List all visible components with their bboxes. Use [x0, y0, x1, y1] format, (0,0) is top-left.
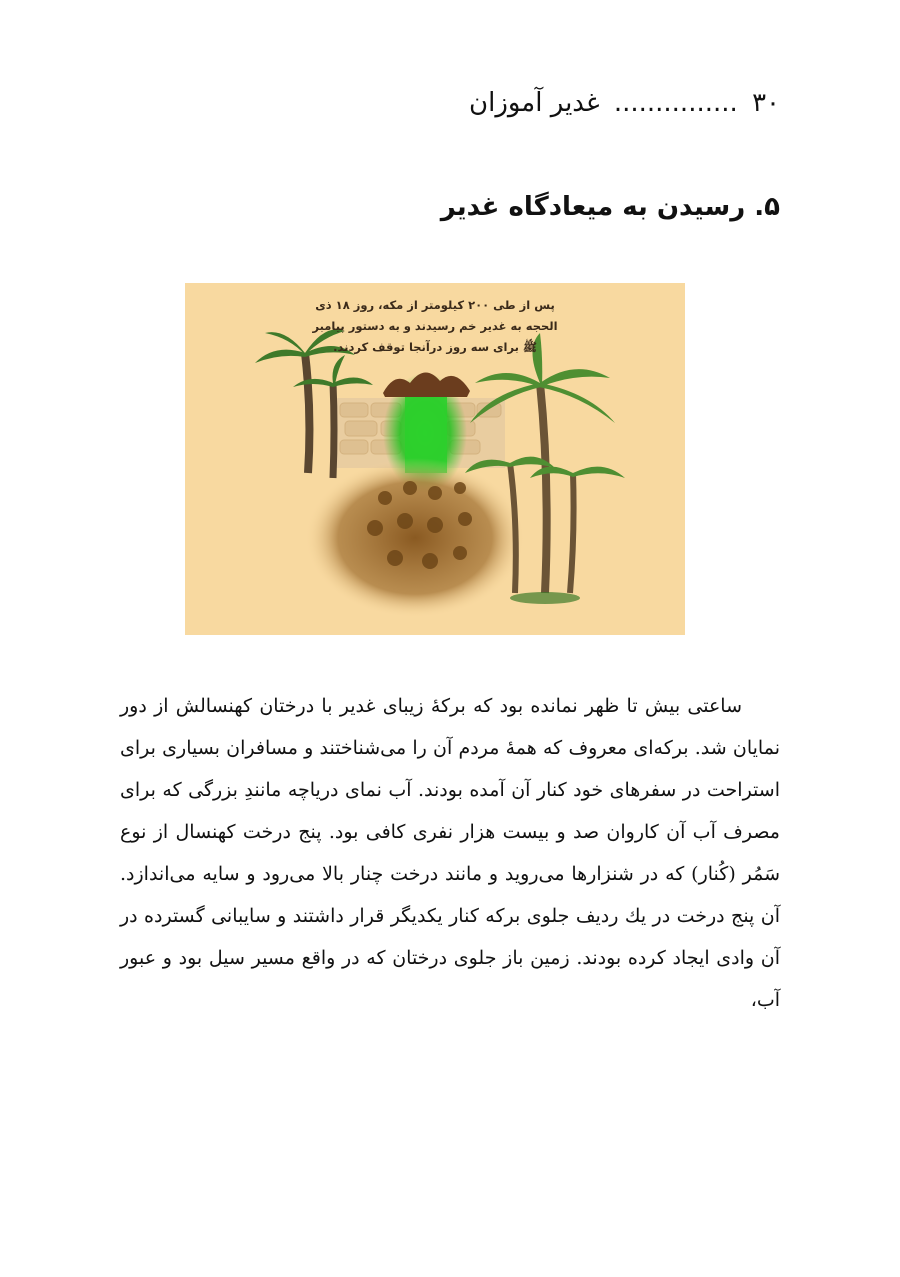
- section-title: ۵. رسیدن به میعادگاه غدیر: [440, 192, 780, 222]
- crowd: [305, 458, 525, 618]
- tent-roof: [383, 372, 470, 397]
- header-dots: ...............: [613, 88, 738, 118]
- paragraph: ساعتی بیش تا ظهر نمانده بود که برکهٔ زیبای غدیر با درختان کهنسالش از دور نمایان شد. برکه‌ای معروف که همهٔ مردم آن را می‌شناختند و مسافران بسیاری برای استراحت در سفرهای خود کنار آن آمده بودند. آب نمای دریاچه مانندِ بزرگی که برای مصرف آب آن کاروان صد و بیست هزار نفری کافی بود. پنج درخت کهنسال از نوع سَمُر (کُنار) که در شنزارها می‌روید و مانند درخت چنار بالا می‌رود و سایه می‌اندازد. آن پنج درخت در یك ردیف جلوی برکه کنار یکدیگر قرار داشتند و سایبانی گسترده در آن وادی ایجاد کرده بودند. زمین باز جلوی درختان که در واقع مسیر سیل بود و عبور آب،: [120, 695, 780, 1011]
- book-title: غدیر آموزان: [469, 88, 600, 118]
- illustration-caption: پس از طی ۲۰۰ کیلومتر از مکه، روز ۱۸ ذی الحجه به غدیر خم رسیدند و به دستور پیامبر ﷺ برای سه روز درآنجا توقف کردند.: [312, 298, 558, 354]
- illustration: [185, 283, 685, 635]
- page-header: [150, 88, 780, 128]
- body-text: [120, 685, 780, 1021]
- page-number: ۳۰: [752, 88, 780, 118]
